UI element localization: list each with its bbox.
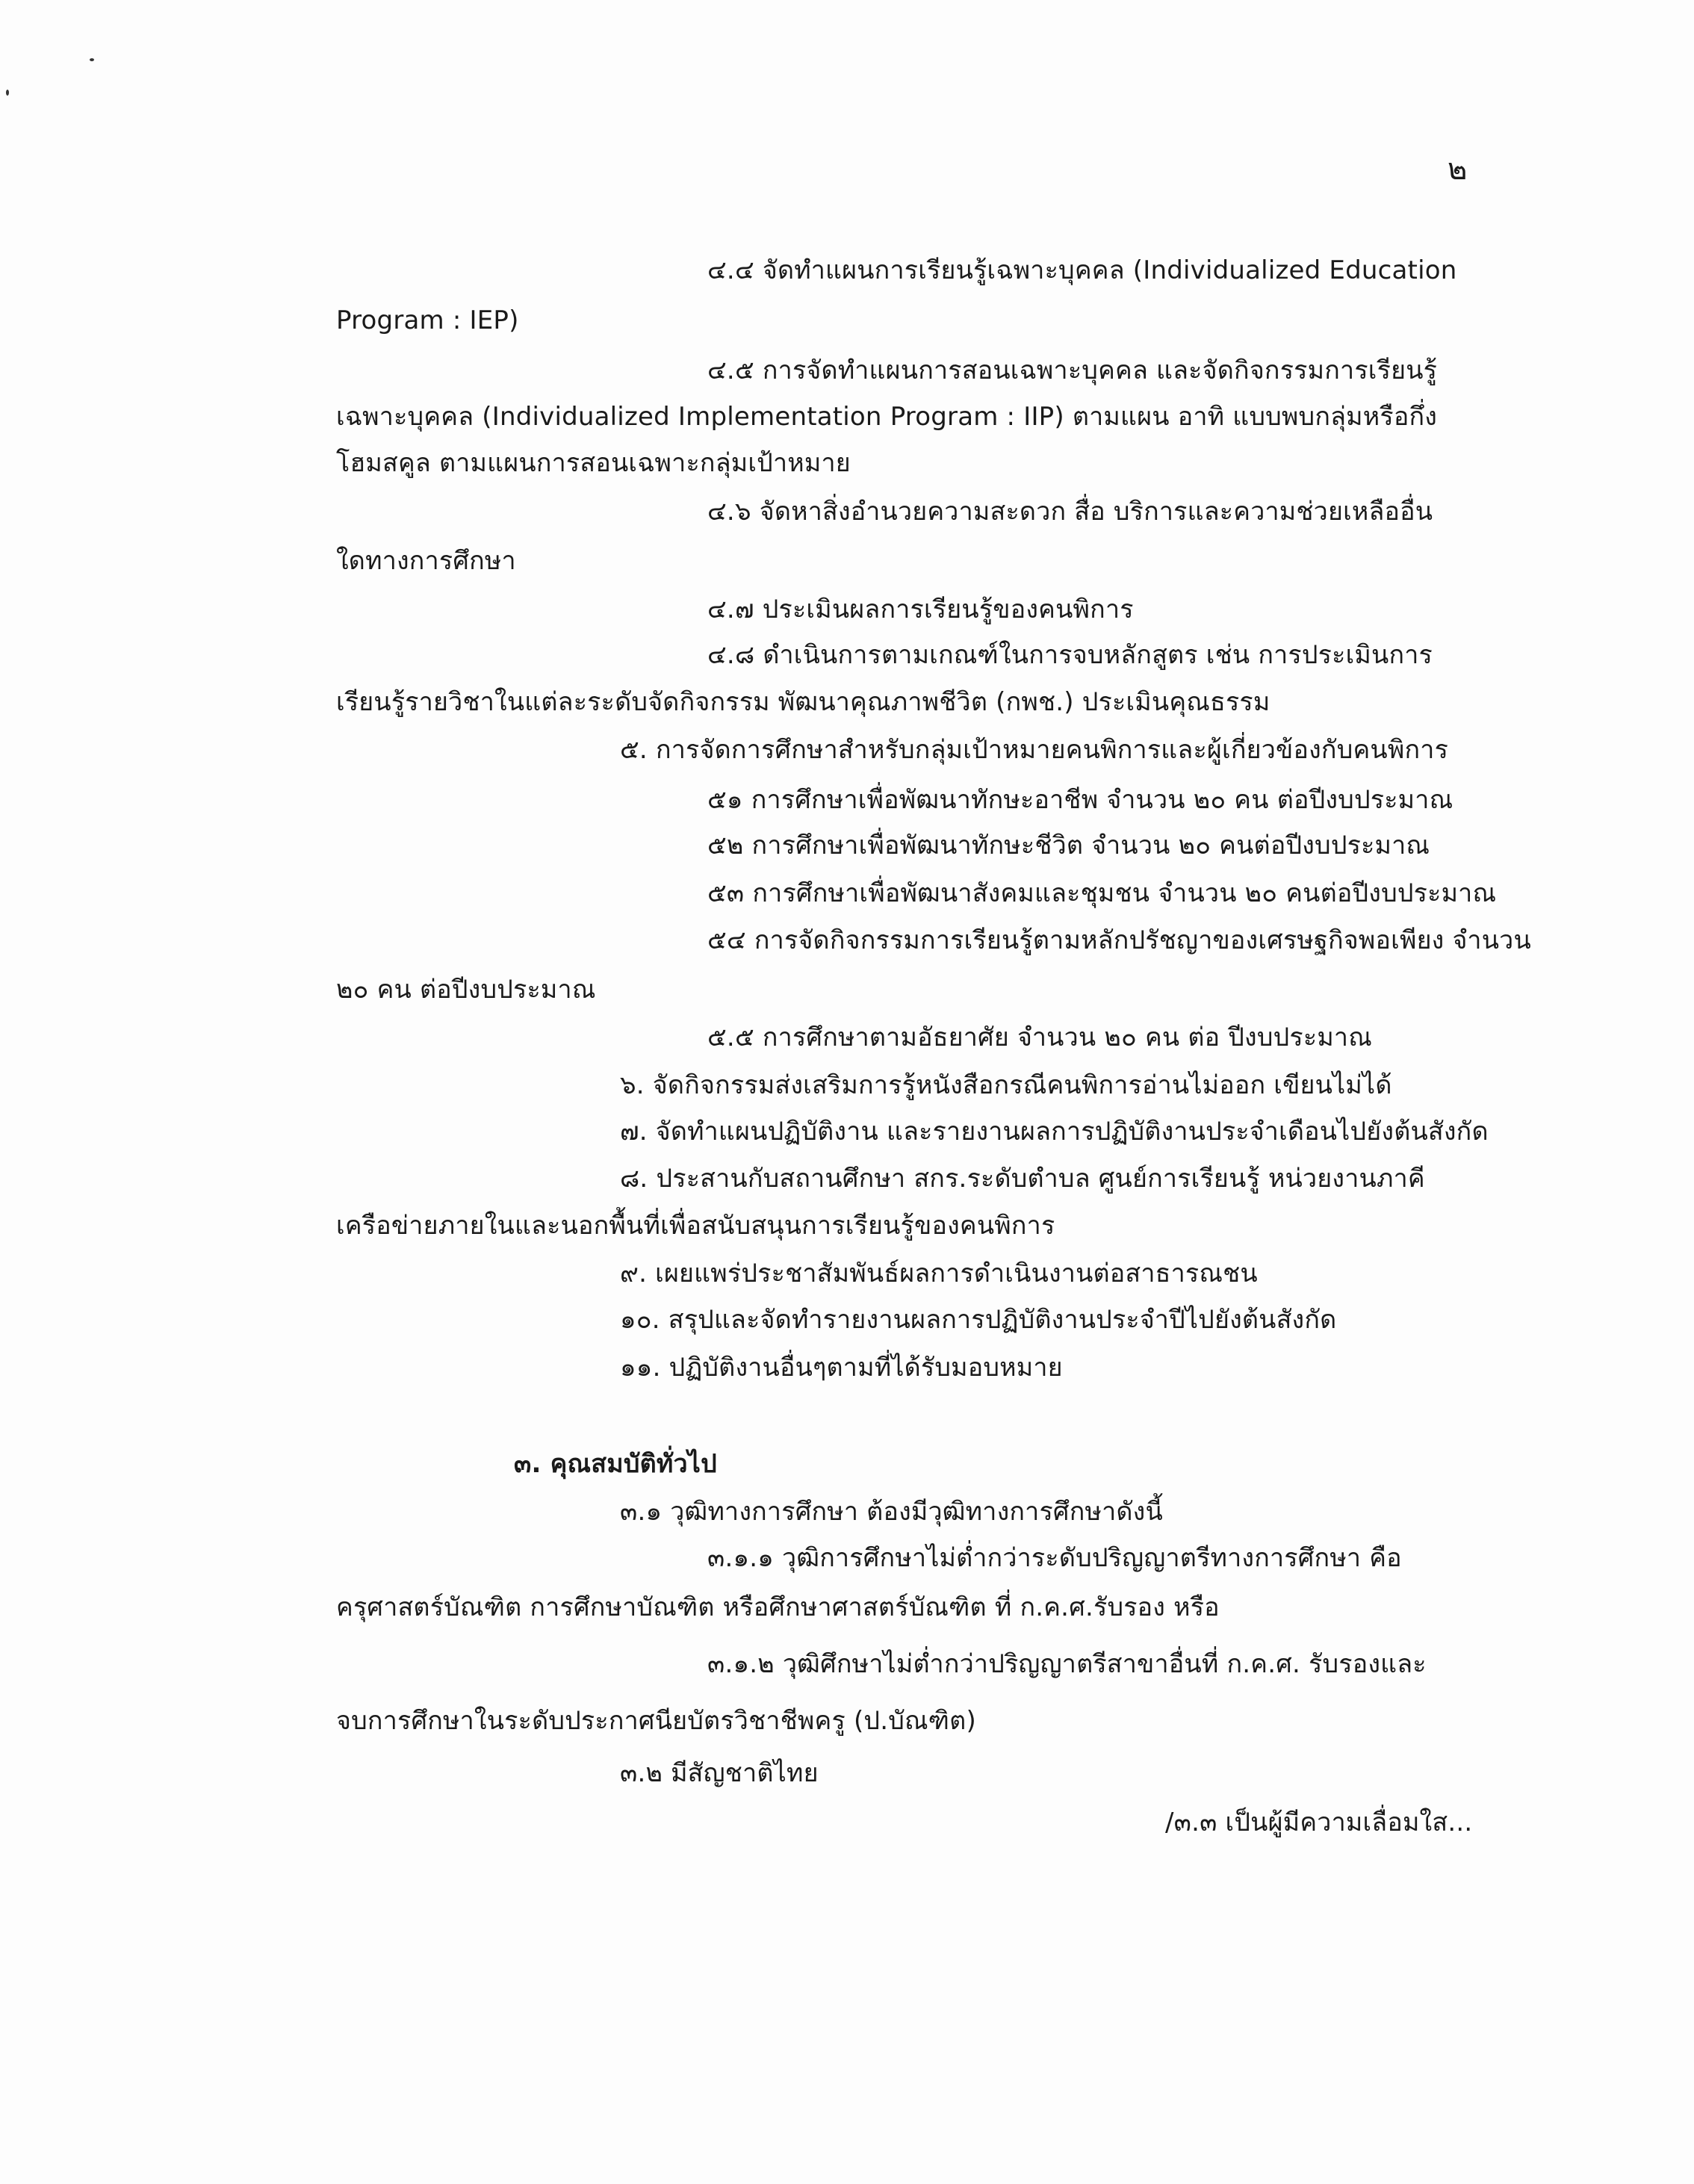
item-3-1-2-cont: จบการศึกษาในระดับประกาศนียบัตรวิชาชีพครู (ป.บัณฑิต) <box>336 1706 976 1736</box>
item-3-1-2: ๓.๑.๒ วุฒิศึกษาไม่ต่ำกว่าปริญญาตรีสาขาอื่นที่ ก.ค.ศ. รับรองและ <box>707 1649 1427 1679</box>
item-3-2: ๓.๒ มีสัญชาติไทย <box>620 1758 819 1788</box>
item-5-2: ๕๒ การศึกษาเพื่อพัฒนาทักษะชีวิต จำนวน ๒๐ คนต่อปีงบประมาณ <box>707 831 1430 860</box>
item-5: ๕. การจัดการศึกษาสำหรับกลุ่มเป้าหมายคนพิการและผู้เกี่ยวข้องกับคนพิการ <box>620 735 1449 765</box>
item-4-8: ๔.๘ ดำเนินการตามเกณฑ์ในการจบหลักสูตร เช่น การประเมินการ <box>707 640 1433 670</box>
item-4-6-cont: ใดทางการศึกษา <box>336 546 516 576</box>
item-4-6: ๔.๖ จัดหาสิ่งอำนวยความสะดวก สื่อ บริการและความช่วยเหลืออื่น <box>707 497 1433 527</box>
item-6: ๖. จัดกิจกรรมส่งเสริมการรู้หนังสือกรณีคนพิการอ่านไม่ออก เขียนไม่ได้ <box>620 1070 1392 1100</box>
item-5-4: ๕๔ การจัดกิจกรรมการเรียนรู้ตามหลักปรัชญาของเศรษฐกิจพอเพียง จำนวน <box>707 925 1531 955</box>
item-4-5-cont: โฮมสคูล ตามแผนการสอนเฉพาะกลุ่มเป้าหมาย <box>336 448 851 478</box>
section-heading-3: ๓. คุณสมบัติทั่วไป <box>514 1449 717 1479</box>
item-3-1: ๓.๑ วุฒิทางการศึกษา ต้องมีวุฒิทางการศึกษาดังนี้ <box>620 1497 1163 1527</box>
item-5-5: ๕.๕ การศึกษาตามอัธยาศัย จำนวน ๒๐ คน ต่อ ปีงบประมาณ <box>707 1023 1372 1052</box>
item-5-3: ๕๓ การศึกษาเพื่อพัฒนาสังคมและชุมชน จำนวน ๒๐ คนต่อปีงบประมาณ <box>707 878 1497 908</box>
item-4-4: ๔.๔ จัดทำแผนการเรียนรู้เฉพาะบุคคล (Individualized Education <box>707 255 1457 285</box>
item-4-4-cont: Program : IEP) <box>336 305 519 335</box>
item-4-5: ๔.๕ การจัดทำแผนการสอนเฉพาะบุคคล และจัดกิจกรรมการเรียนรู้ <box>707 356 1438 385</box>
scan-speck <box>90 58 94 61</box>
item-4-7: ๔.๗ ประเมินผลการเรียนรู้ของคนพิการ <box>707 595 1134 624</box>
item-3-1-1: ๓.๑.๑ วุฒิการศึกษาไม่ต่ำกว่าระดับปริญญาตรีทางการศึกษา คือ <box>707 1543 1402 1573</box>
item-4-5-cont: เฉพาะบุคคล (Individualized Implementation Program : IIP) ตามแผน อาทิ แบบพบกลุ่มหรือกึ่ง <box>336 402 1438 432</box>
item-10: ๑๐. สรุปและจัดทำรายงานผลการปฏิบัติงานประจำปีไปยังต้นสังกัด <box>620 1305 1337 1335</box>
item-4-8-cont: เรียนรู้รายวิชาในแต่ละระดับจัดกิจกรรม พัฒนาคุณภาพชีวิต (กพช.) ประเมินคุณธรรม <box>336 687 1270 717</box>
item-8-cont: เครือข่ายภายในและนอกพื้นที่เพื่อสนับสนุนการเรียนรู้ของคนพิการ <box>336 1211 1055 1241</box>
item-3-1-1-cont: ครุศาสตร์บัณฑิต การศึกษาบัณฑิต หรือศึกษาศาสตร์บัณฑิต ที่ ก.ค.ศ.รับรอง หรือ <box>336 1592 1220 1622</box>
continuation-note: /๓.๓ เป็นผู้มีความเลื่อมใส... <box>1165 1808 1473 1837</box>
page-number: ๒ <box>1448 152 1468 187</box>
item-5-1: ๕๑ การศึกษาเพื่อพัฒนาทักษะอาชีพ จำนวน ๒๐ คน ต่อปีงบประมาณ <box>707 785 1453 815</box>
item-9: ๙. เผยแพร่ประชาสัมพันธ์ผลการดำเนินงานต่อสาธารณชน <box>620 1259 1258 1288</box>
scan-speck <box>6 90 9 96</box>
item-7: ๗. จัดทำแผนปฏิบัติงาน และรายงานผลการปฏิบัติงานประจำเดือนไปยังต้นสังกัด <box>620 1117 1489 1147</box>
item-5-4-cont: ๒๐ คน ต่อปีงบประมาณ <box>336 975 596 1005</box>
item-8: ๘. ประสานกับสถานศึกษา สกร.ระดับตำบล ศูนย์การเรียนรู้ หน่วยงานภาคี <box>620 1164 1425 1194</box>
item-11: ๑๑. ปฏิบัติงานอื่นๆตามที่ได้รับมอบหมาย <box>620 1353 1063 1383</box>
